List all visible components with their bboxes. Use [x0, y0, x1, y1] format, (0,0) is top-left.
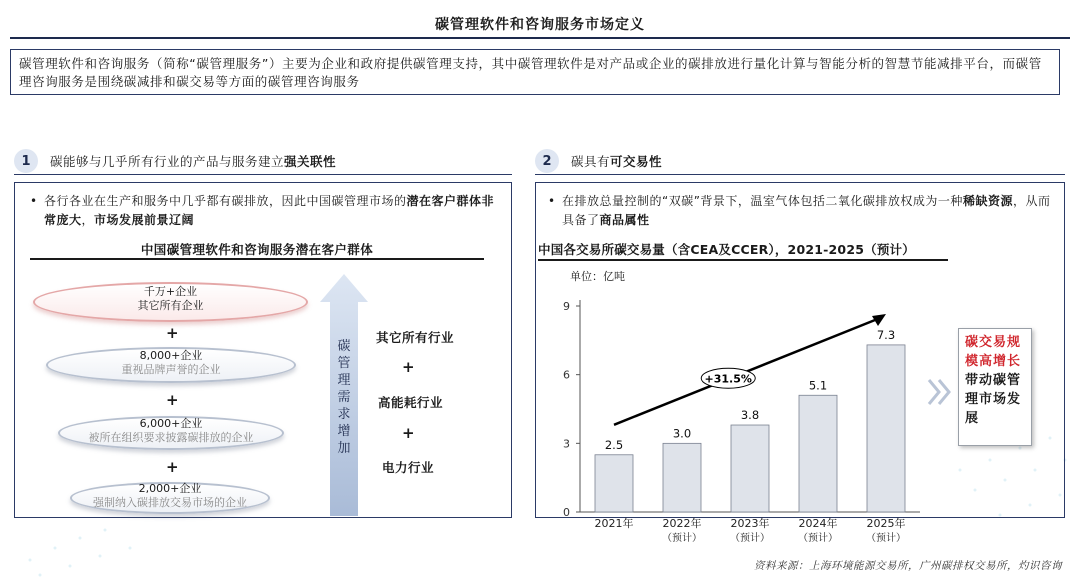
industry-label-2: 高能耗行业: [378, 395, 444, 410]
section-1-title: 碳能够与几乎所有行业的产品与服务建立强关联性: [50, 154, 337, 169]
chart-title-rule: [538, 259, 948, 261]
tier-2-label: 8,000+企业 重视品牌声誉的企业: [121, 349, 221, 376]
tier-3-label: 6,000+企业 被所在组织要求披露碳排放的企业: [88, 417, 254, 444]
bar: [799, 395, 837, 512]
tier-1-label: 千万+企业 其它所有企业: [137, 285, 204, 312]
demand-arrow-text: 碳 管 理 需 求 增 加: [337, 339, 351, 456]
chevron-right-icon: [926, 378, 954, 406]
bar-value-label: 3.0: [672, 426, 692, 441]
plus-sign: +: [166, 324, 179, 342]
x-tick-note: （预计）: [866, 533, 906, 544]
plus-sign: +: [166, 458, 179, 476]
growth-label: +31.5%: [704, 372, 752, 386]
right-bullet: • 在排放总量控制的“双碳”背景下，温室气体包括二氧化碳排放权成为一种稀缺资源，从而具备了商品属性: [548, 194, 1051, 227]
customer-group-title: 中国碳管理软件和咨询服务潜在客户群体: [140, 242, 374, 257]
y-tick-label: 9: [563, 300, 570, 313]
bar: [731, 425, 769, 512]
page-title: 碳管理软件和咨询服务市场定义: [435, 17, 645, 33]
bar: [867, 345, 905, 512]
x-tick-label: 2022年: [662, 517, 702, 530]
left-bullet: • 各行各业在生产和服务中几乎都有碳排放，因此中国碳管理市场的潜在客户群体非常庞大，市场发展前景辽阔: [30, 194, 495, 227]
bar: [595, 455, 633, 512]
bar-value-label: 2.5: [604, 437, 624, 452]
bar-value-label: 3.8: [740, 408, 760, 423]
plus-sign: +: [166, 391, 179, 409]
trade-volume-chart: [540, 290, 940, 550]
source-note: 资料来源：上海环境能源交易所，广州碳排权交易所，灼识咨询: [754, 560, 1062, 572]
section-2-number: 2: [535, 149, 559, 173]
plus-sign: +: [402, 358, 415, 376]
bar: [663, 443, 701, 512]
customer-group-rule: [30, 258, 484, 260]
x-tick-note: （预计）: [798, 533, 838, 544]
section-2-underline: [535, 174, 1065, 175]
section-1-underline: [14, 174, 512, 175]
x-tick-note: （预计）: [662, 533, 702, 544]
tier-4-label: 2,000+企业 强制纳入碳排放交易市场的企业: [93, 482, 247, 509]
industry-label-1: 其它所有行业: [376, 330, 455, 345]
x-tick-label: 2023年: [730, 517, 770, 530]
section-1-number: 1: [14, 149, 38, 173]
bar-value-label: 5.1: [808, 378, 828, 393]
x-tick-note: （预计）: [730, 533, 770, 544]
bar-value-label: 7.3: [876, 327, 896, 342]
chart-unit: 单位：亿吨: [570, 270, 625, 283]
section-2-title: 碳具有可交易性: [571, 154, 663, 169]
y-tick-label: 3: [563, 437, 570, 451]
section-2-header: [535, 147, 662, 175]
x-tick-label: 2024年: [798, 517, 838, 530]
section-1-header: [14, 147, 336, 175]
industry-label-3: 电力行业: [382, 460, 435, 475]
y-tick-label: 6: [563, 368, 570, 382]
growth-callout: 碳交易规模高增长带动碳管理市场发展: [958, 328, 1032, 446]
intro-box: 碳管理软件和咨询服务（简称“碳管理服务”）主要为企业和政府提供碳管理支持，其中碳管理软件是对产品或企业的碳排放进行量化计算与智能分析的智慧节能减排平台，而碳管理咨询服务是围绕碳减排和碳交易等方面的碳管理咨询服务: [10, 49, 1060, 95]
x-tick-label: 2025年: [866, 517, 906, 530]
title-divider: [10, 37, 1070, 39]
y-tick-label: 0: [563, 506, 570, 519]
plus-sign: +: [402, 424, 415, 442]
x-tick-label: 2021年: [594, 517, 634, 530]
chart-title: 中国各交易所碳交易量（含CEA及CCER），2021-2025（预计）: [538, 242, 915, 257]
